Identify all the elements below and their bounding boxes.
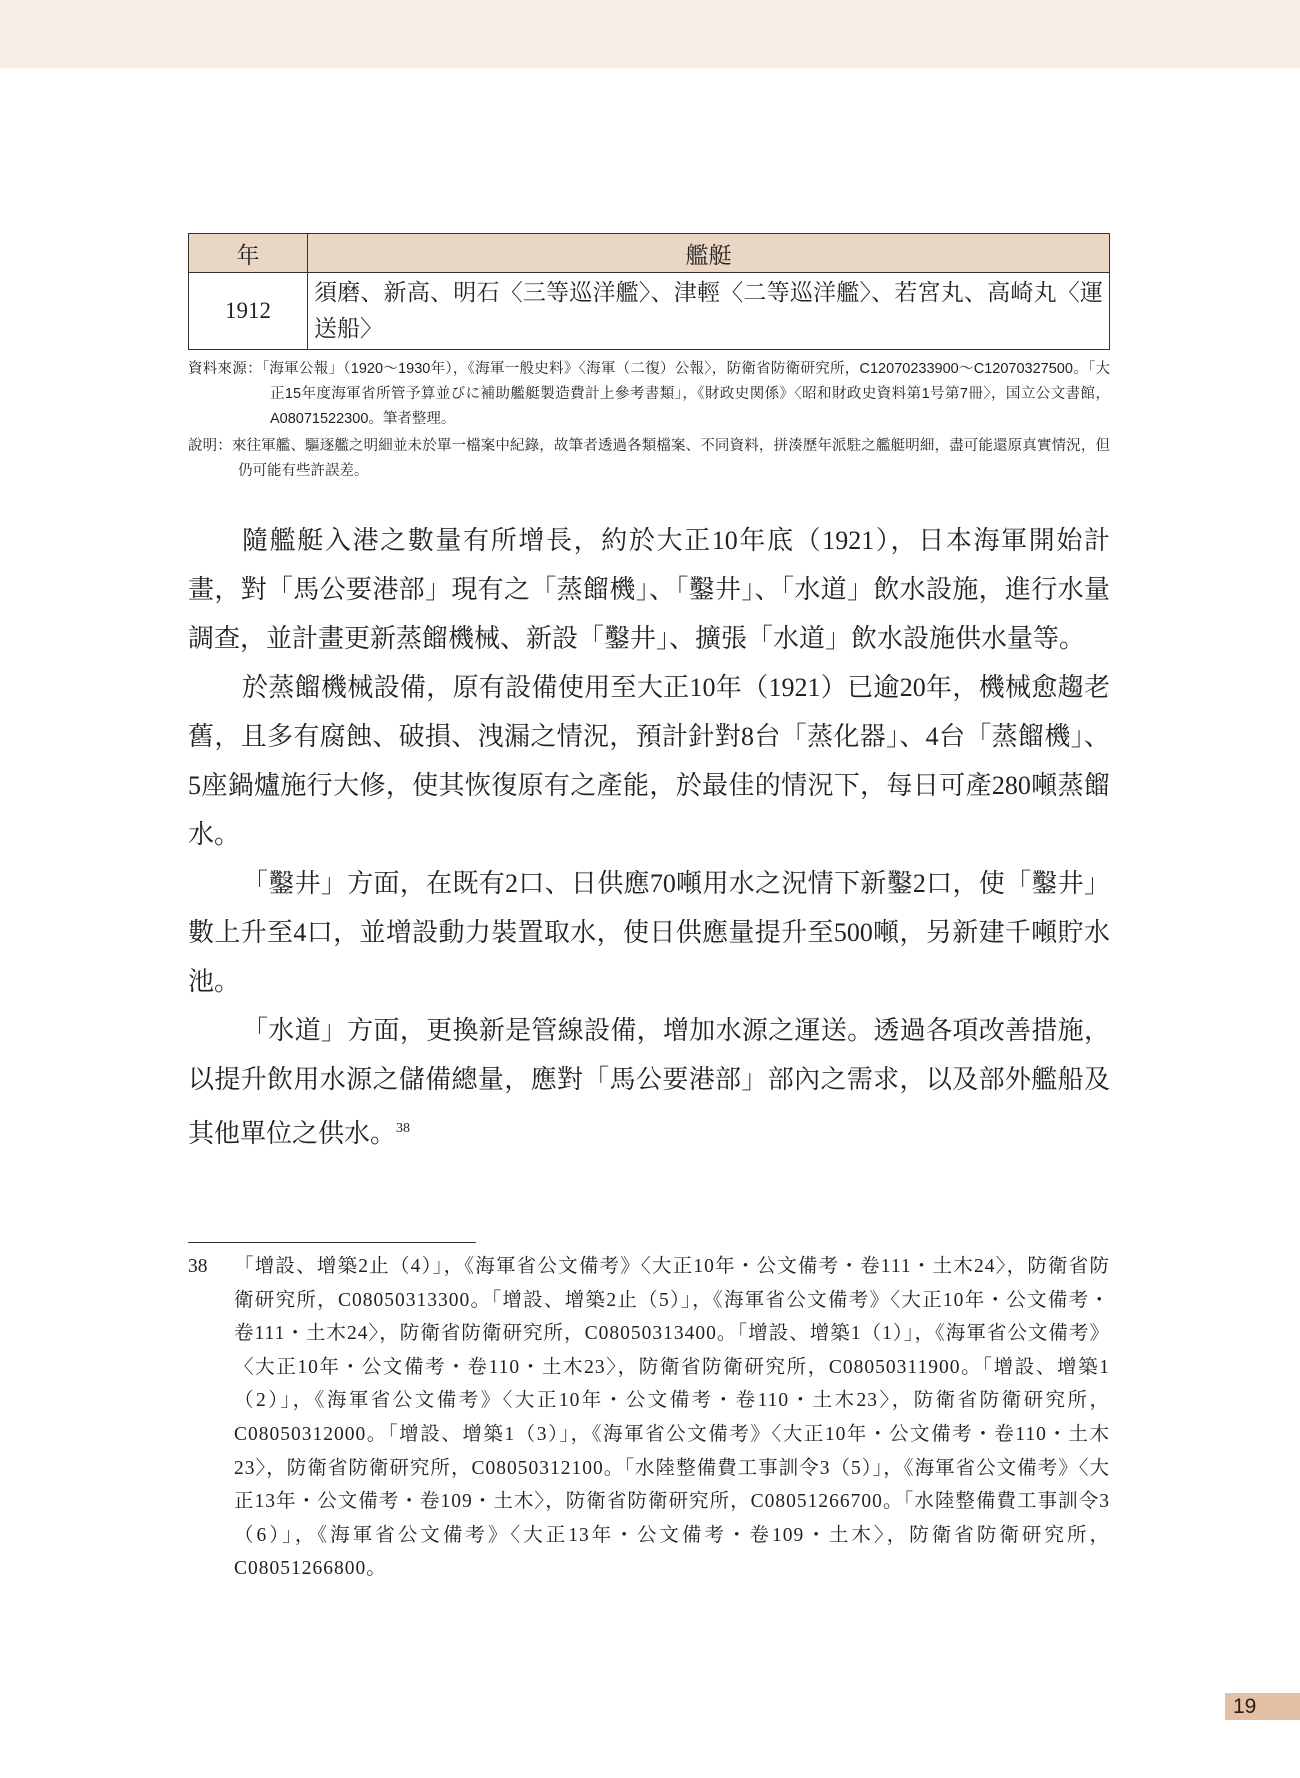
footnote-number: 38 [188,1256,208,1277]
column-header-year: 年 [189,234,308,273]
table-row [189,273,1110,350]
body-text [188,516,1110,1158]
footnote-text: 「增設、增築2止（4）」，《海軍省公文備考》〈大正10年・公文備考・卷111・土木24〉，防衛省防衛研究所，C08050313300。「增設、增築2止（5）」，《海軍省公文備考》〈大正10年・公文備考・卷111・土木24〉，防衛省防衛研究所，C08050313400。「增設、增築1（1）」，《海軍省公文備考》〈大正10年・公文備考・卷110・土木23〉，防衛省防衛研究所，C08050311900。「增設、增築1（2）」，《海軍省公文備考》〈大正10年・公文備考・卷110・土木23〉，防衛省防衛研究所，C08050312000。「增設、增築1（3）」，《海軍省公文備考》〈大正10年・公文備考・卷110・土木23〉，防衛省防衛研究所，C08050312100。「水陸整備費工事訓令3（5）」，《海軍省公文備考》〈大正13年・公文備考・卷109・土木〉，防衛省防衛研究所，C08051266700。「水陸整備費工事訓令3（6）」，《海軍省公文備考》〈大正13年・公文備考・卷109・土木〉，防衛省防衛研究所，C08051266800。 [234,1256,1110,1580]
paragraph [188,1006,1110,1158]
column-header-ships: 艦艇 [308,234,1110,273]
paragraph: 於蒸餾機械設備，原有設備使用至大正10年（1921）已逾20年，機械愈趨老舊，且多有腐蝕、破損、洩漏之情況，預計針對8台「蒸化器」、4台「蒸餾機」、5座鍋爐施行大修，使其恢復原有之產能，於最佳的情況下，每日可產280噸蒸餾水。 [188,673,1110,849]
page-number: 19 [1225,1693,1300,1720]
ships-cell: 須磨、新高、明石〈三等巡洋艦〉、津輕〈二等巡洋艦〉、若宮丸、高崎丸〈運送船〉 [308,273,1110,350]
paragraph-text: 「水道」方面，更換新是管線設備，增加水源之運送。透過各項改善措施，以提升飲用水源之儲備總量，應對「馬公要港部」部內之需求，以及部外艦船及其他單位之供水。 [188,1016,1110,1148]
table-header-row [189,234,1110,273]
paragraph: 「鑿井」方面，在既有2口、日供應70噸用水之況情下新鑿2口，使「鑿井」數上升至4口，並增設動力裝置取水，使日供應量提升至500噸，另新建千噸貯水池。 [188,869,1110,996]
source-note: 資料來源：「海軍公報」（1920～1930年），《海軍一般史料》〈海軍（二復）公報〉，防衛省防衛研究所，C12070233900～C12070327500。「大正15年度海軍省所管予算並びに補助艦艇製造費計上參考書類」，《財政史関係》〈昭和財政史資料第1号第7冊〉，国立公文書館，A08071522300。筆者整理。 [188,361,1110,427]
footnote-reference[interactable]: 38 [396,1121,411,1136]
ships-table [188,233,1110,350]
table-notes [188,357,1110,484]
footnote [188,1250,1110,1586]
description-note: 說明：來往軍艦、驅逐艦之明細並未於單一檔案中紀錄，故筆者透過各類檔案、不同資料，拼湊歷年派駐之艦艇明細，盡可能還原真實情況，但仍可能有些許誤差。 [188,438,1110,479]
header-band [0,0,1300,68]
year-cell: 1912 [189,273,308,350]
footnote-divider [188,1242,476,1243]
paragraph: 隨艦艇入港之數量有所增長，約於大正10年底（1921），日本海軍開始計畫，對「馬公要港部」現有之「蒸餾機」、「鑿井」、「水道」飲水設施，進行水量調查，並計畫更新蒸餾機械、新設「鑿井」、擴張「水道」飲水設施供水量等。 [188,526,1110,653]
